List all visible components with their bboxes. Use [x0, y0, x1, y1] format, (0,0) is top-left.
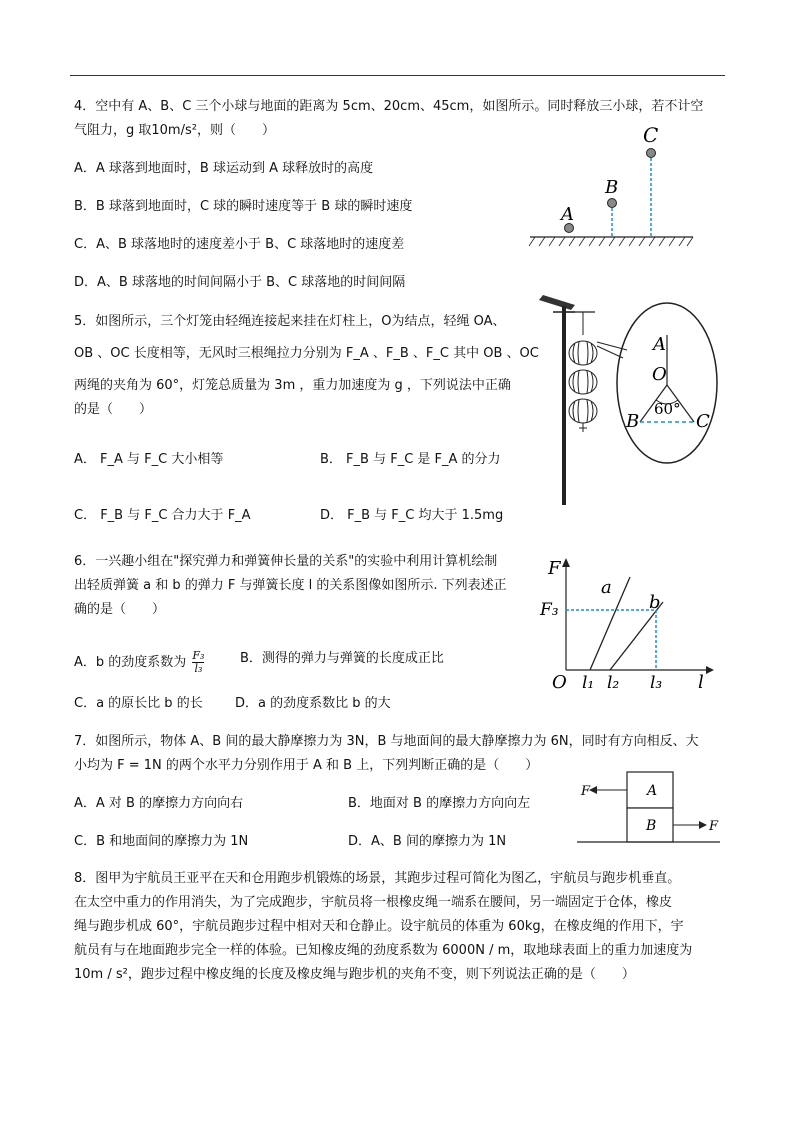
lanterns — [569, 341, 597, 432]
q6-option-a[interactable] — [74, 650, 204, 675]
q5-option-b[interactable]: B． F_B 与 F_C 是 F_A 的分力 — [320, 452, 501, 467]
q6-fraction — [192, 650, 204, 675]
angle-label: 60° — [654, 400, 681, 418]
q8-line5: 10m / s²，跑步过程中橡皮绳的长度及橡皮绳与跑步机的夹角不变，则下列说法正确的是（ ） — [74, 967, 635, 982]
q7-stem-line2: 小均为 F = 1N 的两个水平力分别作用于 A 和 B 上，下列判断正确的是（ ） — [74, 758, 539, 773]
q4-option-c[interactable]: C．A、B 球落地时的速度差小于 B、C 球落地时的速度差 — [74, 237, 405, 252]
q6-option-c[interactable]: C．a 的原长比 b 的长 — [74, 696, 203, 711]
ball-b — [608, 199, 617, 208]
q8-line1: 8．图甲为宇航员王亚平在天和仓用跑步机锻炼的场景，其跑步过程可简化为图乙，宇航员与跑步机垂直。 — [74, 871, 681, 886]
axis-label-l: l — [698, 672, 704, 693]
q4-option-a[interactable]: A．A 球落到地面时，B 球运动到 A 球释放时的高度 — [74, 161, 374, 176]
fraction-denominator: l₃ — [194, 662, 203, 675]
q8-line3: 绳与跑步机成 60°，宇航员跑步过程中相对天和仓静止。设宇航员的体重为 60kg，在橡皮绳的作用下，宇 — [74, 919, 684, 934]
q5-option-c[interactable]: C． F_B 与 F_C 合力大于 F_A — [74, 508, 251, 523]
q7-stem-line1: 7．如图所示，物体 A、B 间的最大静摩擦力为 3N，B 与地面间的最大静摩擦力为 6N，同时有方向相反、大 — [74, 734, 699, 749]
origin-label: O — [552, 672, 567, 693]
q5-figure — [535, 290, 725, 510]
q5-stem-line4: 的是（ ） — [74, 402, 153, 417]
label-b: B — [605, 177, 619, 198]
line-a-label: a — [601, 577, 612, 598]
q5-option-a[interactable]: A． F_A 与 F_C 大小相等 — [74, 452, 224, 467]
label-a: A — [653, 334, 666, 355]
q4-option-b[interactable]: B．B 球落到地面时，C 球的瞬时速度等于 B 球的瞬时速度 — [74, 199, 413, 214]
q6-figure — [538, 555, 718, 695]
q6-option-a-text: A．b 的劲度系数为 — [74, 655, 187, 670]
q5-stem-line2: OB 、OC 长度相等，无风时三根绳拉力分别为 F_A 、F_B 、F_C 其中 OB 、OC — [74, 346, 539, 361]
label-c: C — [696, 411, 710, 432]
lamp-bracket — [539, 295, 575, 310]
q7-option-a[interactable]: A．A 对 B 的摩擦力方向向右 — [74, 796, 244, 811]
block-b-label: B — [646, 818, 657, 834]
q6-stem-line2: 出轻质弹簧 a 和 b 的弹力 F 与弹簧长度 l 的关系图像如图所示. 下列表述正 — [74, 578, 507, 593]
q7-figure — [575, 768, 725, 848]
q6-stem-line1: 6．一兴趣小组在"探究弹力和弹簧伸长量的关系"的实验中利用计算机绘制 — [74, 554, 498, 569]
q6-option-b[interactable]: B．测得的弹力与弹簧的长度成正比 — [240, 651, 444, 666]
l1-label: l₁ — [582, 673, 595, 693]
q8-line4: 航员有与在地面跑步完全一样的体验。已知橡皮绳的劲度系数为 6000N / m，取地球表面上的重力加速度为 — [74, 943, 693, 958]
q5-stem-line1: 5．如图所示，三个灯笼由轻绳连接起来挂在灯柱上，O为结点，轻绳 OA、 — [74, 314, 506, 329]
q4-figure — [525, 120, 700, 250]
axis-label-f: F — [548, 558, 561, 579]
q4-stem-line1: 4．空中有 A、B、C 三个小球与地面的距离为 5cm、20cm、45cm，如图所示。同时释放三小球，若不计空 — [74, 99, 704, 114]
q4-stem-line2: 气阻力，g 取10m/s²，则（ ） — [74, 123, 275, 138]
label-c: C — [643, 123, 659, 147]
q6-option-d[interactable]: D．a 的劲度系数比 b 的大 — [235, 696, 391, 711]
label-o: O — [652, 364, 667, 385]
q6-stem-line3: 确的是（ ） — [74, 602, 166, 617]
force-left-label: F — [581, 784, 591, 799]
ball-c — [647, 149, 656, 158]
block-a-label: A — [647, 783, 658, 799]
header-rule — [70, 75, 725, 76]
l3-label: l₃ — [650, 673, 663, 693]
q7-option-b[interactable]: B．地面对 B 的摩擦力方向向左 — [348, 796, 531, 811]
q5-option-d[interactable]: D． F_B 与 F_C 均大于 1.5mg — [320, 508, 504, 523]
q4-option-d[interactable]: D．A、B 球落地的时间间隔小于 B、C 球落地的时间间隔 — [74, 275, 406, 290]
label-a: A — [561, 204, 574, 225]
l2-label: l₂ — [607, 673, 620, 693]
q7-option-c[interactable]: C．B 和地面间的摩擦力为 1N — [74, 834, 249, 849]
fraction-numerator: F₃ — [192, 649, 205, 662]
force-right-label: F — [709, 819, 719, 834]
label-b: B — [626, 411, 640, 432]
q5-stem-line3: 两绳的夹角为 60°，灯笼总质量为 3m ，重力加速度为 g ，下列说法中正确 — [74, 378, 511, 393]
f3-label: F₃ — [540, 600, 559, 620]
line-b-label: b — [649, 592, 661, 613]
q8-line2: 在太空中重力的作用消失，为了完成跑步，宇航员将一根橡皮绳一端系在腰间，另一端固定于仓体，橡皮 — [74, 895, 673, 910]
q7-option-d[interactable]: D．A、B 间的摩擦力为 1N — [348, 834, 507, 849]
